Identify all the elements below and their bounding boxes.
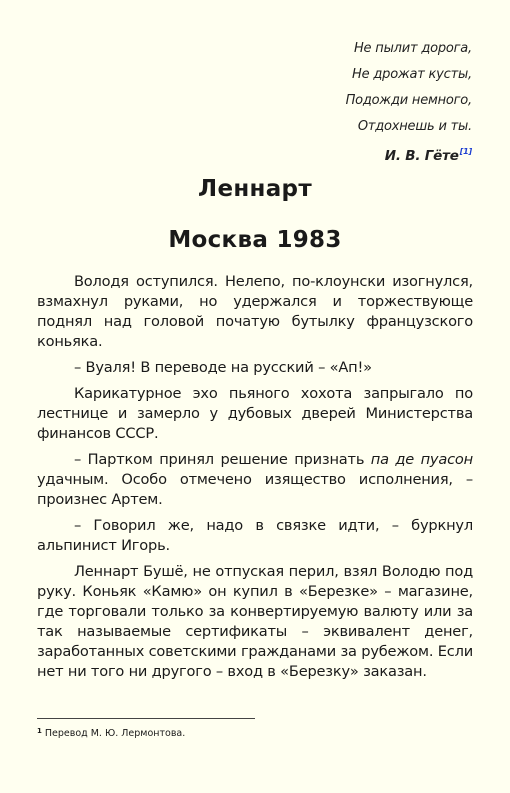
chapter-title: Леннарт	[198, 176, 312, 202]
chapter-subtitle: Москва 1983	[168, 227, 342, 253]
paragraph-6: Леннарт Бушё, не отпуская перил, взял Володю под руку. Коньяк «Камю» он купил в «Березке» – магазине, где торговали только за конвертируемую валюту или за так называемые сертификаты – эквивалент денег, заработанных советскими гражданами за рубежом. Если нет ни того ни другого – вход в «Березку» заказан.	[37, 563, 473, 680]
paragraph-4	[37, 450, 473, 510]
epigraph-line-1: Не пылит дорога,	[353, 41, 472, 56]
epigraph-line-4: Отдохнешь и ты.	[357, 119, 472, 134]
chapter-body	[37, 272, 473, 688]
footnote-text: Перевод М. Ю. Лермонтова.	[44, 728, 186, 739]
paragraph-5: – Говорил же, надо в связке идти, – буркнул альпинист Игорь.	[37, 517, 473, 554]
paragraph-2: – Вуаля! В переводе на русский – «Ап!»	[74, 359, 372, 376]
paragraph-4-emphasis: па де пуасон	[370, 451, 474, 468]
epigraph-line-3: Подожди немного,	[345, 93, 472, 108]
epigraph	[346, 36, 472, 166]
paragraph-1: Володя оступился. Нелепо, по-клоунски изогнулся, взмахнул руками, но удержался и торжествующе поднял над головой початую бутылку французского коньяка.	[37, 273, 473, 350]
footnote-marker: 1	[37, 727, 42, 735]
footnote-divider	[37, 718, 255, 719]
epigraph-line-2: Не дрожат кусты,	[352, 67, 472, 82]
footnote	[37, 725, 185, 740]
epigraph-author-line	[346, 142, 472, 166]
epigraph-author: И. В. Гёте	[384, 148, 459, 164]
paragraph-4-start: – Партком принял решение признать	[74, 451, 371, 468]
paragraph-3: Карикатурное эхо пьяного хохота запрыгало по лестнице и замерло у дубовых дверей Министерства финансов СССР.	[37, 385, 473, 442]
footnote-link[interactable]: [1]	[459, 147, 472, 156]
paragraph-4-end: удачным. Особо отмечено изящество исполнения, – произнес Артем.	[37, 471, 473, 508]
